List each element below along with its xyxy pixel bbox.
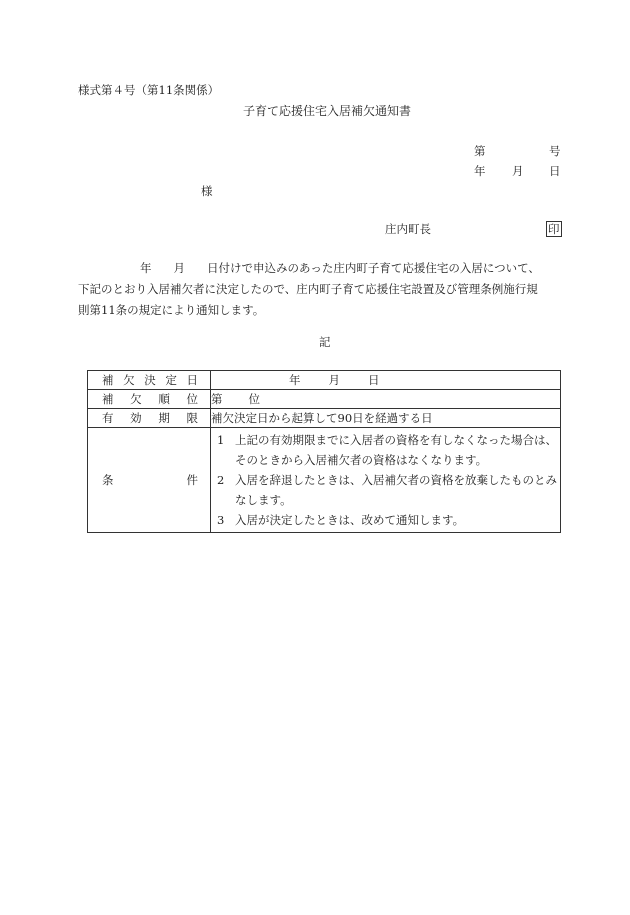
rank-prefix: 第 [211, 392, 223, 406]
form-number: 様式第４号（第11条関係） [78, 83, 220, 97]
paragraph-line-1 [78, 258, 568, 279]
condition-item [217, 510, 560, 530]
label-cell [88, 409, 211, 428]
date-day: 日 [549, 164, 561, 178]
condition-item [217, 430, 560, 470]
condition-item [217, 470, 560, 510]
date-year: 年 [474, 164, 486, 178]
paragraph-line-2: 下記のとおり入居補欠者に決定したので、庄内町子育て応援住宅設置及び管理条例施行規 [78, 282, 538, 296]
conditions-cell [211, 428, 561, 533]
doc-number-suffix: 号 [549, 144, 561, 158]
label-char: 欠 [123, 373, 135, 387]
label-char: 期 [158, 411, 170, 425]
notice-paragraph [78, 258, 568, 321]
label-char: 補 [102, 392, 114, 406]
para-year: 年 [140, 261, 152, 275]
condition-number: 3 [217, 513, 225, 527]
rank-suffix: 位 [248, 392, 260, 406]
label-char: 効 [130, 411, 142, 425]
label-char: 順 [158, 392, 170, 406]
condition-text: 上記の有効期限までに入居者の資格を有しなくなった場合は、そのときから入居補欠者の資格はなくなります。 [235, 433, 557, 467]
ki-heading: 記 [319, 335, 331, 349]
info-table [87, 370, 561, 533]
label-char: 定 [165, 373, 177, 387]
label-cell [88, 428, 211, 533]
para-month: 月 [173, 261, 185, 275]
paragraph-line-3: 則第11条の規定により通知します。 [78, 303, 265, 317]
addressee-suffix: 様 [201, 184, 213, 198]
para-text: 日付けで申込みのあった庄内町子育て応援住宅の入居について、 [207, 261, 540, 275]
value-month: 月 [328, 373, 340, 387]
label-char: 条 [102, 473, 114, 487]
value-year: 年 [289, 373, 301, 387]
table-row [88, 371, 561, 390]
label-char: 決 [144, 373, 156, 387]
label-cell [88, 371, 211, 390]
seal-mark: 印 [548, 222, 560, 236]
label-char: 限 [186, 411, 198, 425]
condition-number: 2 [217, 473, 225, 487]
condition-number: 1 [217, 433, 225, 447]
label-char: 補 [102, 373, 114, 387]
validity-cell: 補欠決定日から起算して90日を経過する日 [211, 409, 561, 428]
label-char: 欠 [130, 392, 142, 406]
label-char: 日 [186, 373, 198, 387]
table-row [88, 409, 561, 428]
label-cell [88, 390, 211, 409]
date-month: 月 [512, 164, 524, 178]
table-row [88, 428, 561, 533]
label-char: 有 [102, 411, 114, 425]
decision-date-cell [211, 371, 561, 390]
label-char: 件 [186, 473, 198, 487]
condition-text: 入居を辞退したときは、入居補欠者の資格を放棄したものとみなします。 [235, 473, 557, 507]
condition-text: 入居が決定したときは、改めて通知します。 [235, 513, 465, 527]
rank-cell [211, 390, 561, 409]
table-row [88, 390, 561, 409]
label-char: 位 [186, 392, 198, 406]
value-day: 日 [368, 373, 380, 387]
issuer-name: 庄内町長 [385, 222, 431, 236]
doc-number-prefix: 第 [474, 144, 486, 158]
document-title: 子育て応援住宅入居補欠通知書 [243, 104, 412, 118]
